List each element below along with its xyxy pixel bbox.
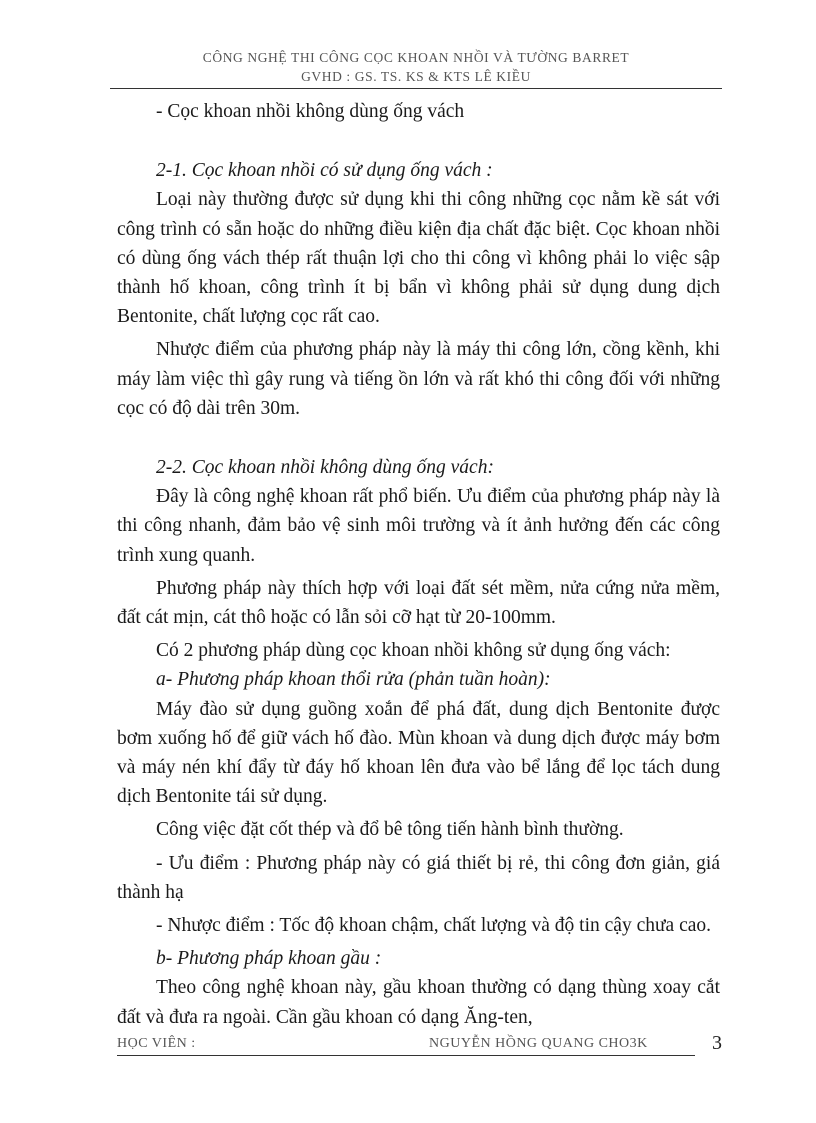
paragraph: Có 2 phương pháp dùng cọc khoan nhồi không sử dụng ống vách: — [156, 640, 671, 662]
paragraph: Theo công nghệ khoan này, gầu khoan thường có dạng thùng xoay cắt đất và đưa ra ngoài. Cần gầu khoan có dạng Ăng-ten, — [117, 977, 720, 1028]
paragraph-intro-item: - Cọc khoan nhồi không dùng ống vách — [156, 101, 465, 122]
paragraph: Nhược điểm của phương pháp này là máy thi công lớn, cồng kềnh, khi máy làm việc thì gây rung và tiếng ồn lớn và rất khó thi công đối với những cọc có độ dài trên 30m. — [117, 339, 720, 419]
section-heading-2-1: 2-1. Cọc khoan nhồi có sử dụng ống vách : — [156, 160, 493, 182]
subsection-heading-a: a- Phương pháp khoan thổi rửa (phản tuần hoàn): — [156, 669, 551, 691]
page-header — [110, 48, 722, 86]
footer-student-name: NGUYỄN HỒNG QUANG CHO3K — [429, 1036, 648, 1051]
footer-divider — [117, 1055, 695, 1056]
footer-student-label: HỌC VIÊN : — [117, 1036, 196, 1051]
paragraph-disadvantages: - Nhược điểm : Tốc độ khoan chậm, chất lượng và độ tin cậy chưa cao. — [156, 915, 712, 937]
paragraph: Phương pháp này thích hợp với loại đất sét mềm, nửa cứng nửa mềm, đất cát mịn, cát thô hoặc có lẫn sỏi cỡ hạt từ 20-100mm. — [117, 577, 720, 629]
header-title: CÔNG NGHỆ THI CÔNG CỌC KHOAN NHỒI VÀ TƯỜNG BARRET — [202, 50, 630, 65]
paragraph: Máy đào sử dụng guồng xoắn để phá đất, dung dịch Bentonite được bơm xuống hố để giữ vách hố đào. Mùn khoan và dung dịch được máy bơm và máy nén khí đẩy từ đáy hố khoan lên đưa vào bể lắng để lọc tách dung dịch Bentonite tái sử dụng. — [117, 698, 720, 808]
page-number: 3 — [712, 1032, 722, 1054]
page-footer — [117, 1034, 722, 1060]
paragraph: Công việc đặt cốt thép và đổ bê tông tiến hành bình thường. — [156, 819, 624, 841]
paragraph-advantages: - Ưu điểm : Phương pháp này có giá thiết bị rẻ, thi công đơn giản, giá thành hạ — [117, 852, 720, 903]
header-divider — [110, 88, 722, 89]
paragraph: Đây là công nghệ khoan rất phổ biến. Ưu điểm của phương pháp này là thi công nhanh, đảm bảo vệ sinh môi trường và ít ảnh hưởng đến các công trình xung quanh. — [117, 486, 720, 566]
subsection-heading-b: b- Phương pháp khoan gầu : — [156, 948, 382, 970]
document-body — [117, 97, 720, 1032]
header-advisor: GVHD : GS. TS. KS & KTS LÊ KIỀU — [301, 69, 531, 84]
section-heading-2-2: 2-2. Cọc khoan nhồi không dùng ống vách: — [156, 457, 494, 479]
paragraph: Loại này thường được sử dụng khi thi công những cọc nằm kề sát với công trình có sẵn hoặc do những điều kiện địa chất đặc biệt. Cọc khoan nhồi có dùng ống vách thép rất thuận lợi cho thi công vì không phải lo việc sập thành hố khoan, công trình ít bị bẩn vì không phải sử dụng dung dịch Bentonite, chất lượng cọc rất cao. — [117, 189, 720, 328]
